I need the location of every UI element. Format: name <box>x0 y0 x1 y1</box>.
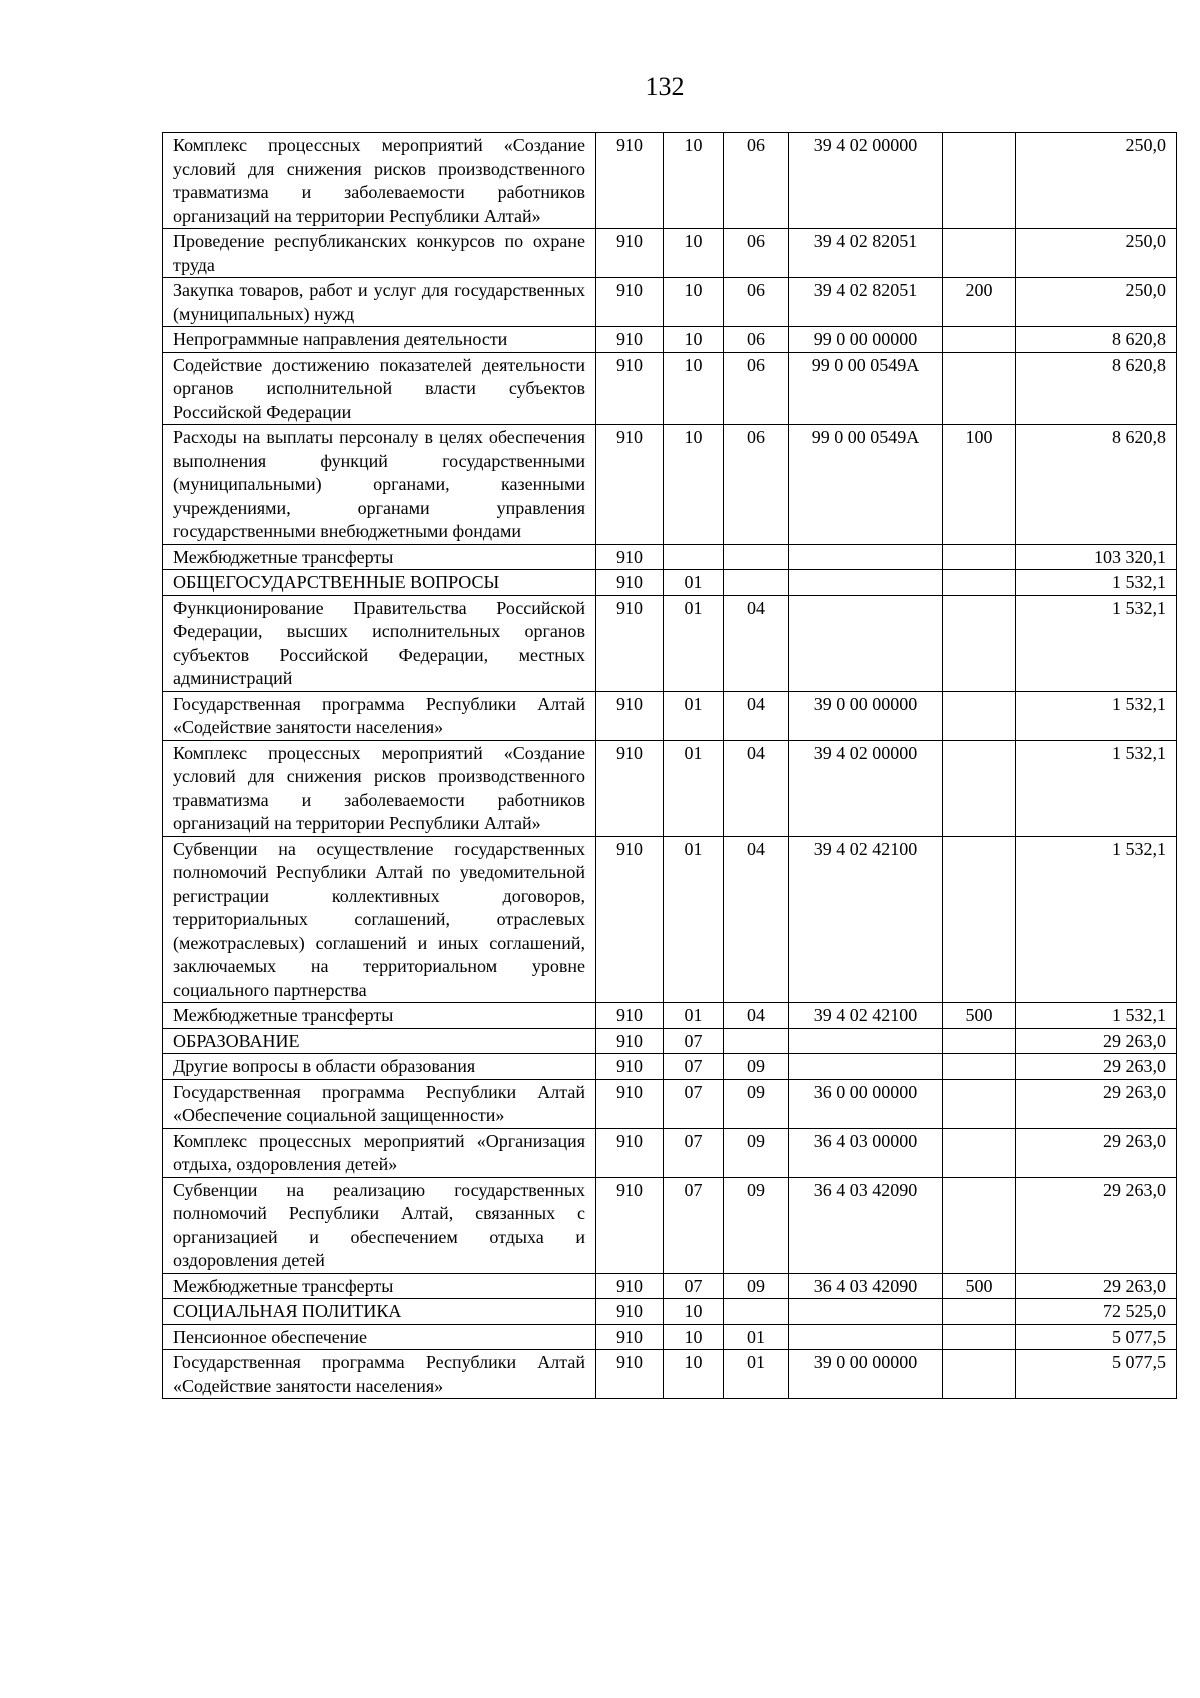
row-expense-type-code <box>943 133 1016 229</box>
table-row <box>163 1079 1177 1128</box>
row-target-code: 39 4 02 00000 <box>789 133 943 229</box>
row-expense-type-code <box>943 1324 1016 1350</box>
row-amount: 29 263,0 <box>1016 1028 1177 1054</box>
row-ministry-code: 910 <box>596 595 664 691</box>
row-subsection-code: 01 <box>724 1324 789 1350</box>
row-amount: 5 077,5 <box>1016 1324 1177 1350</box>
row-subsection-code: 09 <box>724 1128 789 1177</box>
row-section-code: 07 <box>664 1054 724 1080</box>
row-subsection-code: 04 <box>724 1003 789 1029</box>
row-section-code: 10 <box>664 425 724 545</box>
row-section-code: 01 <box>664 691 724 740</box>
row-subsection-code: 09 <box>724 1054 789 1080</box>
row-target-code: 36 4 03 42090 <box>789 1273 943 1299</box>
row-section-code: 07 <box>664 1177 724 1273</box>
row-amount: 250,0 <box>1016 229 1177 278</box>
row-target-code: 39 4 02 42100 <box>789 1003 943 1029</box>
row-ministry-code: 910 <box>596 740 664 836</box>
row-section-code: 10 <box>664 352 724 425</box>
row-name: Пенсионное обеспечение <box>163 1324 596 1350</box>
row-target-code: 36 4 03 42090 <box>789 1177 943 1273</box>
table-row <box>163 1273 1177 1299</box>
row-subsection-code <box>724 570 789 596</box>
row-expense-type-code <box>943 1028 1016 1054</box>
row-amount: 29 263,0 <box>1016 1079 1177 1128</box>
row-name: Закупка товаров, работ и услуг для государственных (муниципальных) нужд <box>163 278 596 327</box>
row-amount: 8 620,8 <box>1016 327 1177 353</box>
row-amount: 250,0 <box>1016 278 1177 327</box>
table-row <box>163 595 1177 691</box>
row-section-code: 07 <box>664 1273 724 1299</box>
row-amount: 8 620,8 <box>1016 425 1177 545</box>
table-row <box>163 691 1177 740</box>
row-subsection-code: 06 <box>724 229 789 278</box>
row-ministry-code: 910 <box>596 1128 664 1177</box>
row-target-code: 99 0 00 0549A <box>789 425 943 545</box>
row-target-code <box>789 1324 943 1350</box>
row-expense-type-code: 100 <box>943 425 1016 545</box>
row-section-code: 10 <box>664 278 724 327</box>
row-subsection-code: 04 <box>724 691 789 740</box>
row-name: ОБРАЗОВАНИЕ <box>163 1028 596 1054</box>
row-expense-type-code <box>943 229 1016 278</box>
row-amount: 103 320,1 <box>1016 544 1177 570</box>
row-amount: 29 263,0 <box>1016 1273 1177 1299</box>
row-section-code: 07 <box>664 1028 724 1054</box>
row-subsection-code: 09 <box>724 1079 789 1128</box>
table-row <box>163 1054 1177 1080</box>
row-target-code: 39 0 00 00000 <box>789 691 943 740</box>
row-ministry-code: 910 <box>596 1079 664 1128</box>
row-target-code <box>789 1054 943 1080</box>
row-ministry-code: 910 <box>596 1350 664 1399</box>
row-amount: 29 263,0 <box>1016 1128 1177 1177</box>
row-expense-type-code <box>943 570 1016 596</box>
row-subsection-code: 04 <box>724 740 789 836</box>
row-target-code: 39 4 02 42100 <box>789 836 943 1003</box>
row-target-code <box>789 595 943 691</box>
row-subsection-code <box>724 1299 789 1325</box>
row-ministry-code: 910 <box>596 352 664 425</box>
row-ministry-code: 910 <box>596 278 664 327</box>
row-name: Непрограммные направления деятельности <box>163 327 596 353</box>
row-expense-type-code <box>943 1299 1016 1325</box>
row-expense-type-code <box>943 1128 1016 1177</box>
row-ministry-code: 910 <box>596 691 664 740</box>
table-row <box>163 1028 1177 1054</box>
row-amount: 1 532,1 <box>1016 570 1177 596</box>
row-name: Содействие достижению показателей деятельности органов исполнительной власти субъектов Российской Федерации <box>163 352 596 425</box>
row-name: Комплекс процессных мероприятий «Организация отдыха, оздоровления детей» <box>163 1128 596 1177</box>
table-row <box>163 836 1177 1003</box>
row-expense-type-code <box>943 691 1016 740</box>
row-subsection-code: 09 <box>724 1177 789 1273</box>
row-name: Проведение республиканских конкурсов по охране труда <box>163 229 596 278</box>
row-section-code: 10 <box>664 327 724 353</box>
row-ministry-code: 910 <box>596 1177 664 1273</box>
row-ministry-code: 910 <box>596 1273 664 1299</box>
row-subsection-code: 09 <box>724 1273 789 1299</box>
row-expense-type-code: 500 <box>943 1003 1016 1029</box>
row-amount: 1 532,1 <box>1016 595 1177 691</box>
row-expense-type-code <box>943 544 1016 570</box>
row-target-code: 36 0 00 00000 <box>789 1079 943 1128</box>
row-expense-type-code <box>943 1177 1016 1273</box>
row-section-code: 10 <box>664 1350 724 1399</box>
row-section-code: 01 <box>664 836 724 1003</box>
row-section-code <box>664 544 724 570</box>
row-amount: 5 077,5 <box>1016 1350 1177 1399</box>
row-name: Другие вопросы в области образования <box>163 1054 596 1080</box>
row-subsection-code <box>724 1028 789 1054</box>
row-subsection-code: 06 <box>724 425 789 545</box>
table-row <box>163 1350 1177 1399</box>
row-target-code <box>789 1028 943 1054</box>
row-ministry-code: 910 <box>596 327 664 353</box>
row-ministry-code: 910 <box>596 229 664 278</box>
row-ministry-code: 910 <box>596 836 664 1003</box>
row-section-code: 10 <box>664 1299 724 1325</box>
row-expense-type-code <box>943 1054 1016 1080</box>
row-ministry-code: 910 <box>596 1299 664 1325</box>
row-ministry-code: 910 <box>596 544 664 570</box>
row-name: Межбюджетные трансферты <box>163 544 596 570</box>
row-subsection-code: 06 <box>724 327 789 353</box>
row-amount: 1 532,1 <box>1016 836 1177 1003</box>
row-ministry-code: 910 <box>596 570 664 596</box>
row-expense-type-code <box>943 836 1016 1003</box>
row-subsection-code: 06 <box>724 278 789 327</box>
table-row <box>163 544 1177 570</box>
row-name: Субвенции на реализацию государственных полномочий Республики Алтай, связанных с организацией и обеспечением отдыха и оздоровления детей <box>163 1177 596 1273</box>
row-subsection-code: 06 <box>724 133 789 229</box>
row-name: Субвенции на осуществление государственных полномочий Республики Алтай по уведомительной регистрации коллективных договоров, территориальных соглашений, отраслевых (межотраслевых) соглашений и иных соглашений, заключаемых на территориальном уровне социального партнерства <box>163 836 596 1003</box>
row-expense-type-code: 200 <box>943 278 1016 327</box>
table-row <box>163 278 1177 327</box>
row-amount: 1 532,1 <box>1016 691 1177 740</box>
row-ministry-code: 910 <box>596 1003 664 1029</box>
row-name: Комплекс процессных мероприятий «Создание условий для снижения рисков производственного травматизма и заболеваемости работников организаций на территории Республики Алтай» <box>163 740 596 836</box>
table-row <box>163 425 1177 545</box>
row-target-code: 39 4 02 82051 <box>789 229 943 278</box>
table-row <box>163 570 1177 596</box>
row-ministry-code: 910 <box>596 1054 664 1080</box>
row-name: Государственная программа Республики Алтай «Содействие занятости населения» <box>163 691 596 740</box>
row-target-code: 99 0 00 0549A <box>789 352 943 425</box>
row-amount: 72 525,0 <box>1016 1299 1177 1325</box>
row-amount: 8 620,8 <box>1016 352 1177 425</box>
row-amount: 29 263,0 <box>1016 1177 1177 1273</box>
row-section-code: 01 <box>664 570 724 596</box>
row-target-code: 39 4 02 82051 <box>789 278 943 327</box>
row-target-code <box>789 1299 943 1325</box>
row-name: СОЦИАЛЬНАЯ ПОЛИТИКА <box>163 1299 596 1325</box>
row-subsection-code: 06 <box>724 352 789 425</box>
row-subsection-code: 04 <box>724 836 789 1003</box>
table-row <box>163 1299 1177 1325</box>
row-expense-type-code <box>943 595 1016 691</box>
row-amount: 1 532,1 <box>1016 1003 1177 1029</box>
row-name: Комплекс процессных мероприятий «Создание условий для снижения рисков производственного травматизма и заболеваемости работников организаций на территории Республики Алтай» <box>163 133 596 229</box>
row-target-code <box>789 570 943 596</box>
row-section-code: 10 <box>664 133 724 229</box>
table-row <box>163 1177 1177 1273</box>
row-target-code: 39 0 00 00000 <box>789 1350 943 1399</box>
row-name: Государственная программа Республики Алтай «Обеспечение социальной защищенности» <box>163 1079 596 1128</box>
row-section-code: 07 <box>664 1128 724 1177</box>
row-expense-type-code <box>943 740 1016 836</box>
table-row <box>163 352 1177 425</box>
row-target-code: 36 4 03 00000 <box>789 1128 943 1177</box>
row-name: Межбюджетные трансферты <box>163 1003 596 1029</box>
row-subsection-code: 01 <box>724 1350 789 1399</box>
budget-table <box>162 132 1177 1399</box>
row-name: Государственная программа Республики Алтай «Содействие занятости населения» <box>163 1350 596 1399</box>
table-row <box>163 1324 1177 1350</box>
row-section-code: 10 <box>664 1324 724 1350</box>
row-subsection-code: 04 <box>724 595 789 691</box>
row-ministry-code: 910 <box>596 1324 664 1350</box>
row-target-code: 39 4 02 00000 <box>789 740 943 836</box>
row-section-code: 10 <box>664 229 724 278</box>
table-row <box>163 1003 1177 1029</box>
row-amount: 1 532,1 <box>1016 740 1177 836</box>
row-expense-type-code <box>943 1079 1016 1128</box>
table-row <box>163 133 1177 229</box>
table-row <box>163 229 1177 278</box>
row-name: Межбюджетные трансферты <box>163 1273 596 1299</box>
row-expense-type-code <box>943 352 1016 425</box>
row-ministry-code: 910 <box>596 425 664 545</box>
row-ministry-code: 910 <box>596 133 664 229</box>
row-subsection-code <box>724 544 789 570</box>
row-section-code: 01 <box>664 740 724 836</box>
row-name: Функционирование Правительства Российской Федерации, высших исполнительных органов субъектов Российской Федерации, местных администраций <box>163 595 596 691</box>
row-name: ОБЩЕГОСУДАРСТВЕННЫЕ ВОПРОСЫ <box>163 570 596 596</box>
row-amount: 250,0 <box>1016 133 1177 229</box>
table-row <box>163 1128 1177 1177</box>
row-amount: 29 263,0 <box>1016 1054 1177 1080</box>
table-row <box>163 327 1177 353</box>
row-name: Расходы на выплаты персоналу в целях обеспечения выполнения функций государственными (муниципальными) органами, казенными учреждениями, органами управления государственными внебюджетными фондами <box>163 425 596 545</box>
row-section-code: 01 <box>664 1003 724 1029</box>
row-expense-type-code <box>943 1350 1016 1399</box>
row-expense-type-code: 500 <box>943 1273 1016 1299</box>
row-section-code: 01 <box>664 595 724 691</box>
table-row <box>163 740 1177 836</box>
row-section-code: 07 <box>664 1079 724 1128</box>
row-ministry-code: 910 <box>596 1028 664 1054</box>
row-expense-type-code <box>943 327 1016 353</box>
row-target-code <box>789 544 943 570</box>
page-number: 132 <box>645 72 685 101</box>
row-target-code: 99 0 00 00000 <box>789 327 943 353</box>
